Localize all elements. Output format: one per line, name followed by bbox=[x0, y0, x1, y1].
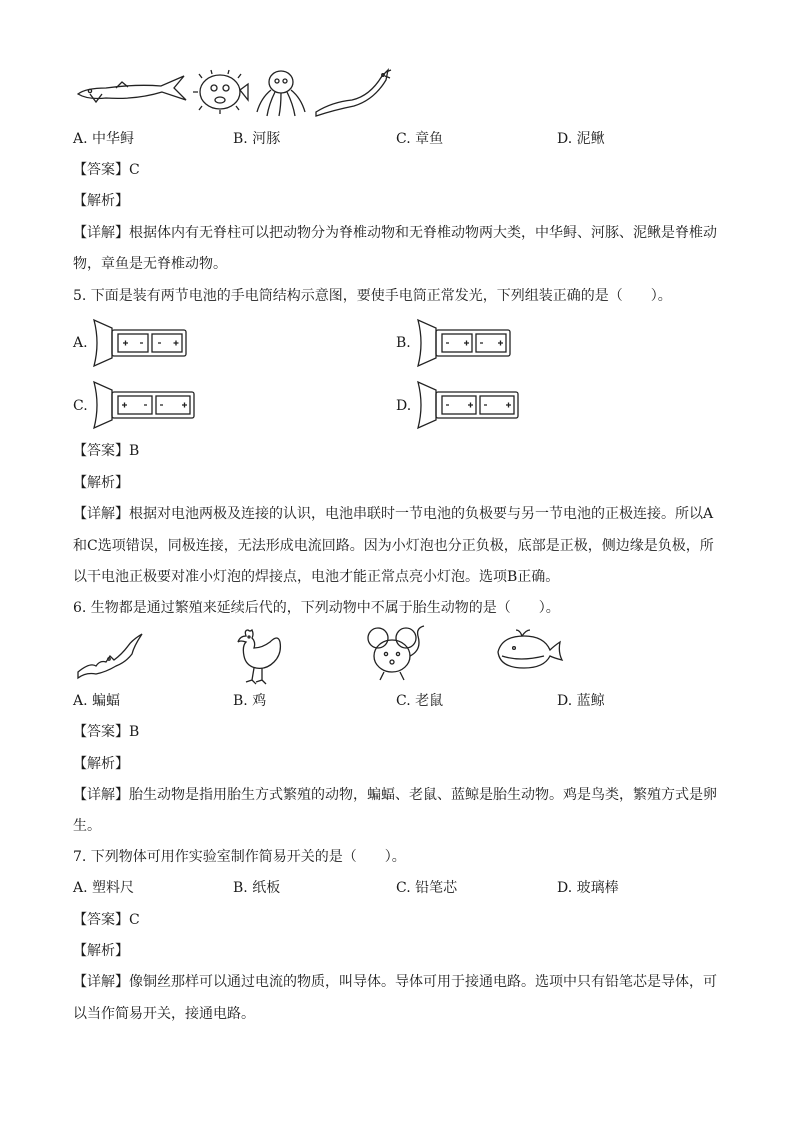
option-b: B. 鸡 bbox=[233, 693, 267, 709]
detail-text: 以当作简易开关，接通电路。 bbox=[73, 1006, 255, 1022]
option-a: A. 塑料尺 bbox=[73, 880, 135, 896]
answer: 【答案】B bbox=[73, 443, 140, 459]
answer: 【答案】B bbox=[73, 724, 140, 740]
answer: 【答案】C bbox=[73, 912, 140, 928]
question-stem: 6. 生物都是通过繁殖来延续后代的，下列动物中不属于胎生动物的是（ ）。 bbox=[73, 600, 560, 616]
detail-text: 生。 bbox=[73, 818, 101, 834]
flashlight-c-image bbox=[92, 380, 198, 430]
flashlight-d-image bbox=[416, 380, 522, 430]
sturgeon-image bbox=[76, 74, 188, 110]
option-a: A. 中华鲟 bbox=[73, 131, 135, 147]
detail-text: 【详解】根据对电池两极及连接的认识，电池串联时一节电池的负极要与另一节电池的正极连接。所以A bbox=[73, 506, 714, 522]
rooster-image bbox=[232, 628, 284, 686]
option-a: A. 蝙蝠 bbox=[73, 693, 121, 709]
option-d-label: D. bbox=[396, 398, 412, 414]
option-c-label: C. bbox=[73, 398, 88, 414]
mouse-image bbox=[358, 622, 430, 686]
detail-text: 物，章鱼是无脊椎动物。 bbox=[73, 256, 227, 272]
option-c: C. 铅笔芯 bbox=[396, 880, 458, 896]
option-c: C. 章鱼 bbox=[396, 131, 444, 147]
question-stem: 7. 下列物体可用作实验室制作简易开关的是（ ）。 bbox=[73, 849, 406, 865]
detail-text: 【详解】根据体内有无脊柱可以把动物分为脊椎动物和无脊椎动物两大类，中华鲟、河豚、泥鳅是脊椎动 bbox=[73, 225, 717, 241]
analysis-label: 【解析】 bbox=[73, 475, 129, 491]
option-a-label: A. bbox=[73, 335, 88, 351]
puffer-fish-image bbox=[192, 70, 250, 114]
analysis-label: 【解析】 bbox=[73, 943, 129, 959]
octopus-image bbox=[253, 68, 309, 118]
option-b: B. 河豚 bbox=[233, 131, 281, 147]
loach-image bbox=[312, 66, 392, 118]
detail-text: 【详解】胎生动物是指用胎生方式繁殖的动物，蝙蝠、老鼠、蓝鲸是胎生动物。鸡是鸟类，繁殖方式是卵 bbox=[73, 787, 717, 803]
option-d: D. 泥鳅 bbox=[557, 131, 605, 147]
detail-text: 以干电池正极要对准小灯泡的焊接点，电池才能正常点亮小灯泡。选项B正确。 bbox=[73, 569, 560, 585]
answer: 【答案】C bbox=[73, 162, 140, 178]
option-d: D. 蓝鲸 bbox=[557, 693, 605, 709]
option-b: B. 纸板 bbox=[233, 880, 281, 896]
detail-text: 【详解】像铜丝那样可以通过电流的物质，叫导体。导体可用于接通电路。选项中只有铅笔芯是导体，可 bbox=[73, 974, 717, 990]
detail-text: 和C选项错误，同极连接，无法形成电流回路。因为小灯泡也分正负极，底部是正极，侧边缘是负极，所 bbox=[73, 538, 714, 554]
analysis-label: 【解析】 bbox=[73, 193, 129, 209]
flashlight-a-image bbox=[92, 318, 188, 368]
option-d: D. 玻璃棒 bbox=[557, 880, 619, 896]
analysis-label: 【解析】 bbox=[73, 756, 129, 772]
bat-image bbox=[76, 632, 144, 680]
option-b-label: B. bbox=[396, 335, 411, 351]
option-c: C. 老鼠 bbox=[396, 693, 444, 709]
flashlight-b-image bbox=[416, 318, 512, 368]
blue-whale-image bbox=[494, 628, 566, 672]
question-stem: 5. 下面是装有两节电池的手电筒结构示意图，要使手电筒正常发光，下列组装正确的是（ ）。 bbox=[73, 288, 672, 304]
